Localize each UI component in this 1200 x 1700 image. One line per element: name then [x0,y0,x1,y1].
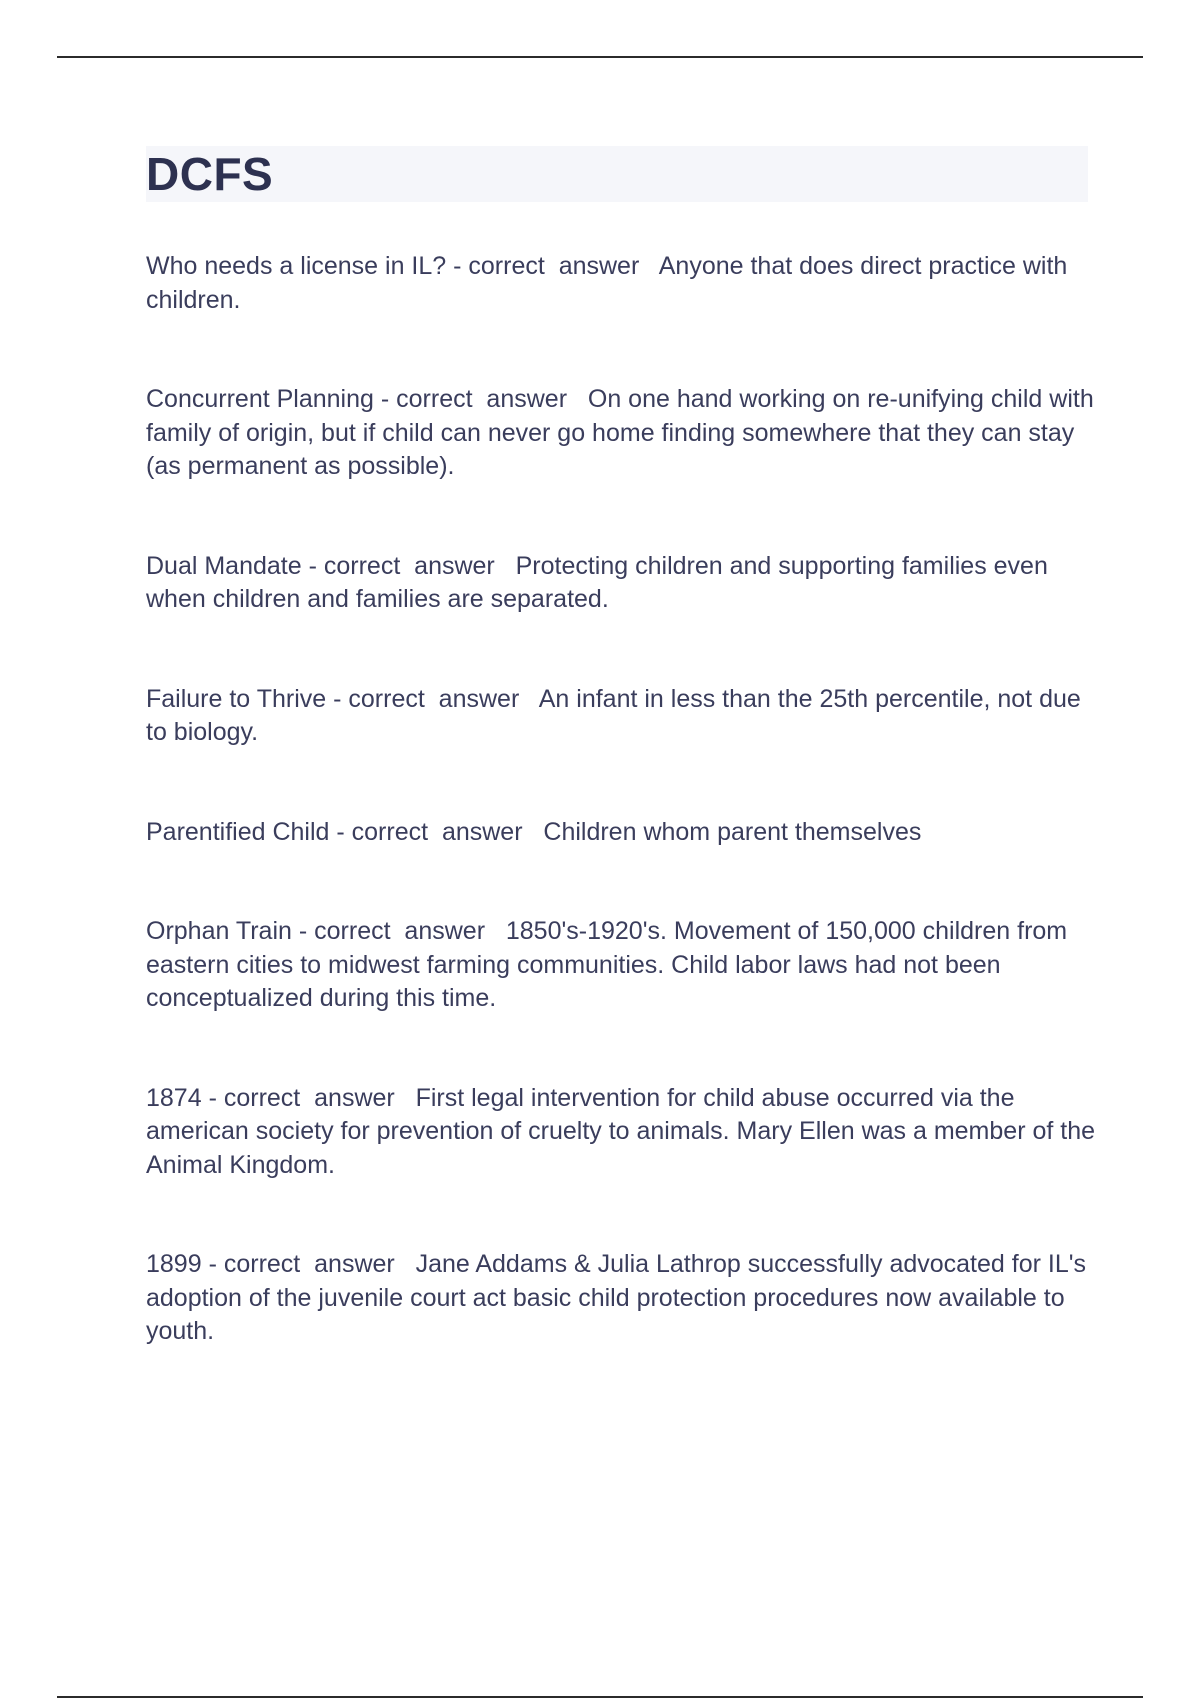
entry-definition: On one hand working on re-unifying child with family of origin, but if child can never go home finding somewhere that they can stay (as permanent as possible). [146,385,1101,480]
entry-definition: An infant in less than the 25th percentile, not due to biology. [146,684,1088,746]
top-divider [57,56,1143,58]
entry-definition: Protecting children and supporting families even when children and families are separated. [146,551,1055,613]
flashcard-entry [146,683,1096,750]
entry-term: Concurrent Planning [146,385,374,413]
entry-separator: - correct answer [326,684,539,713]
entry-term: Orphan Train [146,917,292,945]
bottom-divider [57,1696,1143,1698]
entry-definition: Anyone that does direct practice with children. [146,252,1075,314]
entry-term: 1874 [146,1083,202,1112]
entry-separator: - correct answer [373,385,588,413]
entry-term: Who needs a license in IL? [146,252,447,280]
flashcard-entry [146,383,1101,484]
entry-separator: - correct answer [201,1083,416,1112]
flashcard-entry [146,1082,1101,1183]
flashcard-entry [146,816,1096,850]
flashcard-entry [146,915,1096,1016]
flashcard-entry [146,550,1096,617]
flashcard-entry [146,250,1096,317]
entry-separator: - correct answer [291,917,506,945]
entry-definition: 1850's-1920's. Movement of 150,000 children from eastern cities to midwest farming communities. Child labor laws had not been conceptualized during this time. [146,917,1075,1012]
title-band [146,146,1088,202]
entry-separator: - correct answer [301,551,516,580]
entry-separator: - correct answer [329,817,544,846]
entry-term: Dual Mandate [146,551,302,580]
entry-term: 1899 [146,1250,202,1278]
entry-separator: - correct answer [446,252,659,280]
entry-definition: Jane Addams & Julia Lathrop successfully advocated for IL's adoption of the juvenile court act basic child protection procedures now available to youth. [146,1250,1093,1345]
entry-definition: Children whom parent themselves [543,817,922,846]
entry-separator: - correct answer [201,1250,416,1278]
page-title: DCFS [146,148,274,200]
entry-term: Parentified Child [146,817,330,846]
entry-definition: First legal intervention for child abuse occurred via the american society for prevention of cruelty to animals. Mary Ellen was a member of the Animal Kingdom. [146,1083,1101,1179]
flashcard-list [146,250,1101,1415]
entry-term: Failure to Thrive [146,684,327,713]
flashcard-entry [146,1248,1096,1349]
